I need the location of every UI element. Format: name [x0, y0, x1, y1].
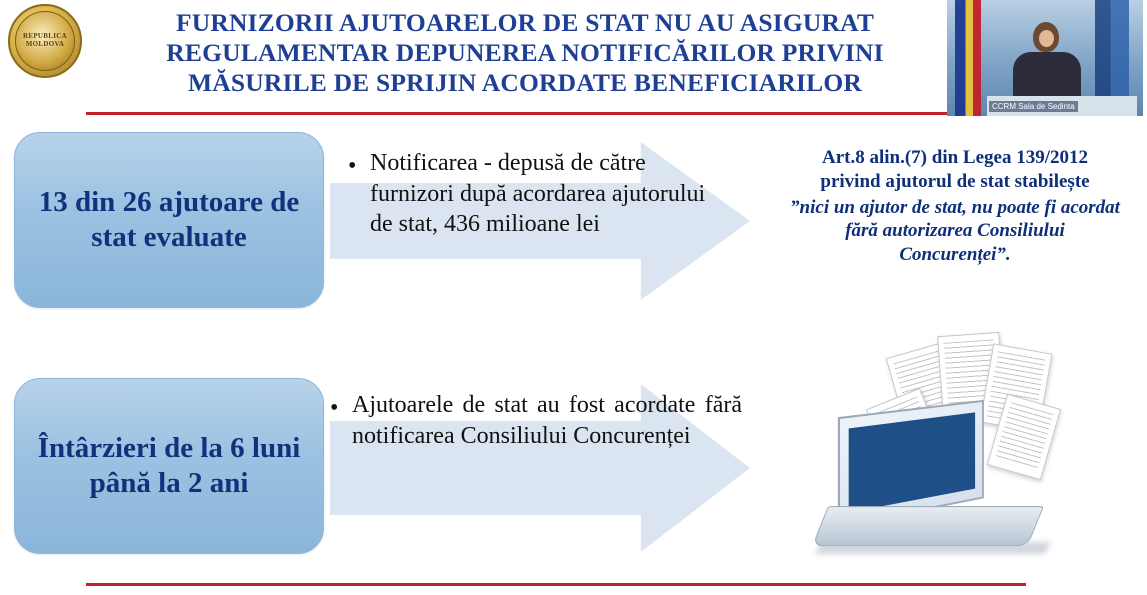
footer-divider: [86, 583, 1026, 586]
bullet-item-2: [330, 390, 742, 451]
bullet-item-1: [348, 148, 720, 240]
legal-note-heading: Art.8 alin.(7) din Legea 139/2012 privind ajutorul de stat stabilește: [820, 147, 1090, 192]
bullet-marker-icon: •: [348, 153, 357, 179]
photo-caption: CCRM Sala de Sedinta: [989, 101, 1078, 112]
bullet-marker-icon-2: •: [330, 395, 339, 421]
page-title: FURNIZORII AJUTOARELOR DE STAT NU AU ASIGURAT REGULAMENTAR DEPUNEREA NOTIFICĂRILOR PRIVINI MĂSURILE DE SPRIJIN ACORDATE BENEFICIARILOR: [166, 8, 884, 97]
highlight-box-1: 13 din 26 ajutoare de stat evaluate: [14, 132, 324, 308]
laptop-keyboard-base: [812, 506, 1044, 546]
state-emblem-icon: [8, 4, 82, 78]
person-face: [1039, 30, 1054, 47]
person-body: [1013, 52, 1081, 100]
laptop-screen-content: [849, 412, 975, 512]
meeting-room-photo: [947, 0, 1143, 116]
emblem-inner: REPUBLICA MOLDOVA: [15, 11, 75, 71]
highlight-box-2: Întârzieri de la 6 luni până la 2 ani: [14, 378, 324, 554]
flag-icon: [955, 0, 981, 116]
laptop-documents-illustration: [800, 330, 1130, 570]
bullet-item-2-text: Ajutoarele de stat au fost acordate fără notificarea Consiliului Concurenței: [352, 392, 742, 449]
legal-reference-note: [790, 146, 1120, 267]
bullet-item-1-text: Notificarea - depusă de către furnizori după acordarea ajutorului de stat, 436 milioane lei: [370, 150, 706, 238]
legal-note-quote: ”nici un ajutor de stat, nu poate fi acordat fără autorizarea Consiliului Concurenței”.: [790, 196, 1120, 265]
